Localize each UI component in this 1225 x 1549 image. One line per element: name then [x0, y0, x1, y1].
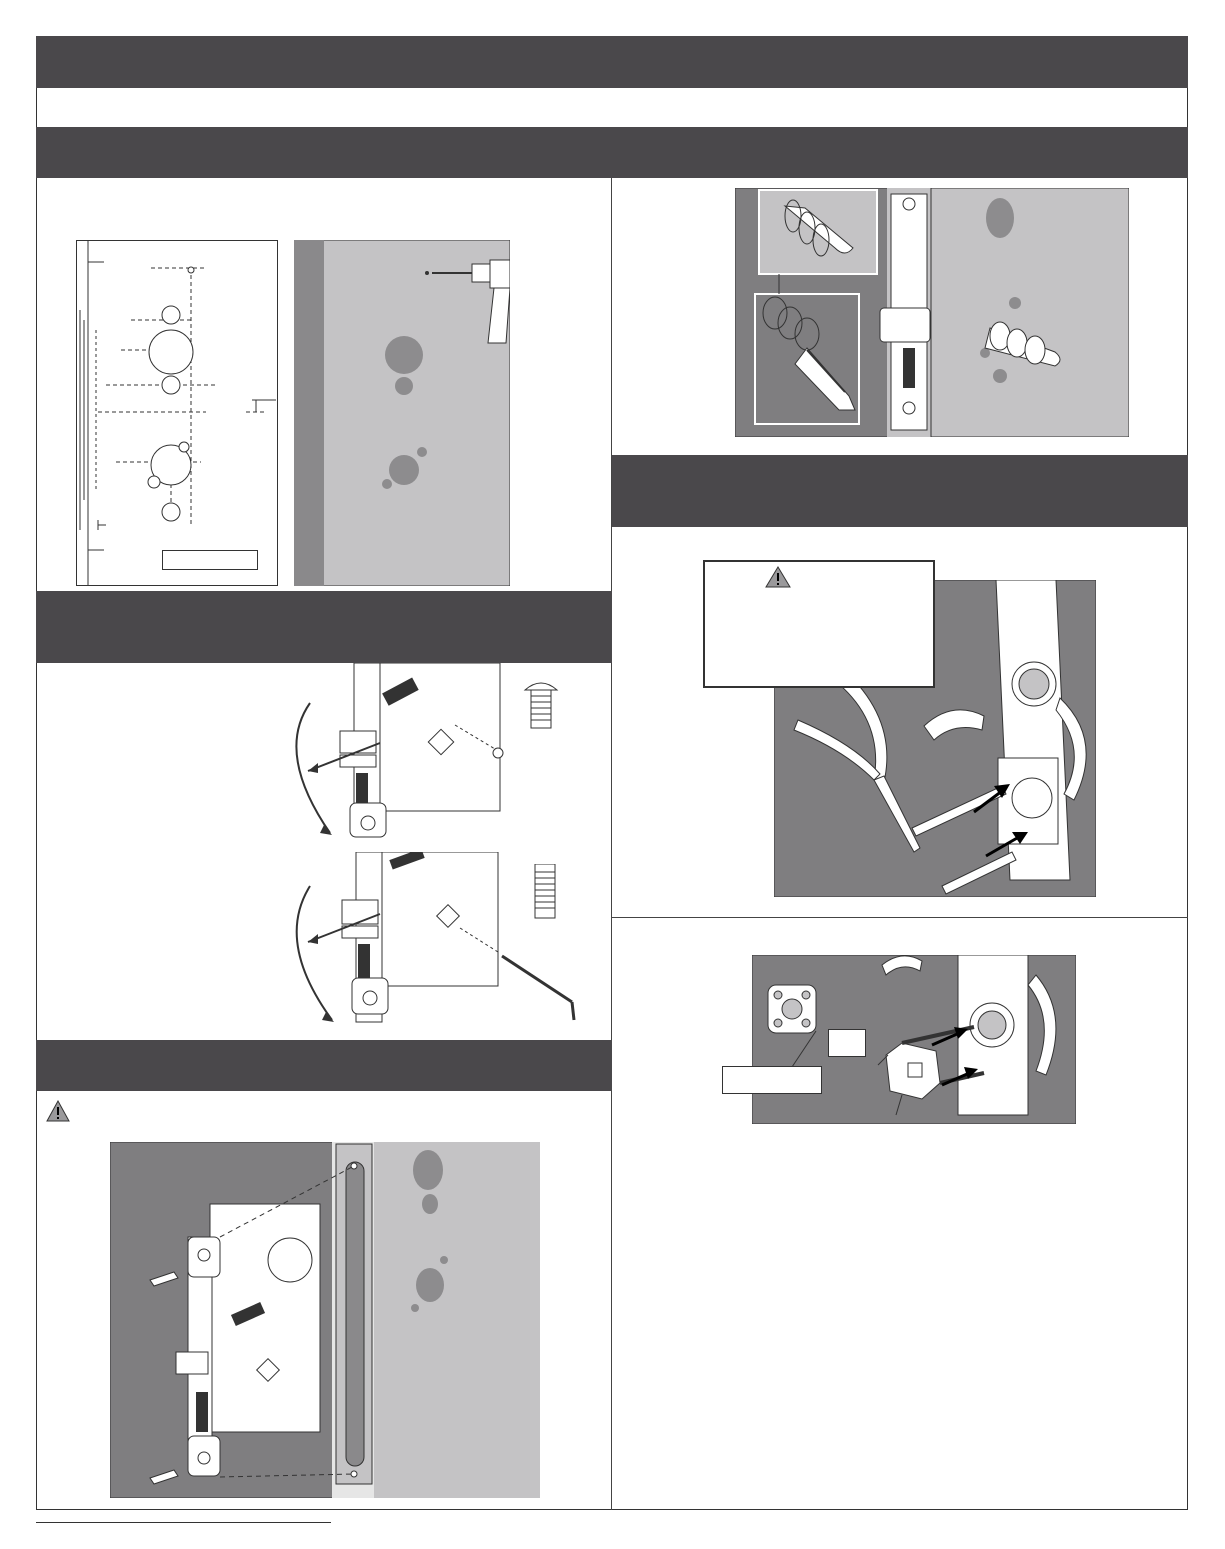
mounting-plate-illustration [752, 955, 1076, 1124]
step3-header [36, 1040, 612, 1091]
column-divider [611, 127, 612, 1510]
spindle-label-box [828, 1029, 866, 1057]
hex-key-icon [502, 956, 574, 1020]
warning-icon [765, 566, 791, 588]
step5-header [612, 455, 1188, 527]
lock-body-lower [280, 852, 590, 1028]
template-label-box [162, 550, 258, 570]
step1-header [36, 127, 612, 178]
step-divider [612, 917, 1188, 918]
door-drilling-illustration [294, 240, 510, 586]
spring-assembly-illustration [735, 188, 1129, 437]
screw-icon [523, 676, 559, 732]
screw-icon [493, 748, 503, 758]
lock-body-upper [280, 663, 590, 841]
drill-icon [432, 248, 510, 348]
part-label-box [722, 1066, 822, 1094]
step2-header [36, 591, 612, 663]
warning-icon [46, 1100, 70, 1122]
warning-callout [703, 560, 935, 688]
template-illustration [76, 240, 278, 586]
page-title-bar [36, 36, 1188, 88]
step4-header [612, 127, 1188, 178]
set-screw-icon [532, 864, 558, 922]
page-subtitle-row [37, 88, 1187, 126]
lock-install-illustration [110, 1142, 540, 1498]
footer-rule [36, 1522, 331, 1523]
